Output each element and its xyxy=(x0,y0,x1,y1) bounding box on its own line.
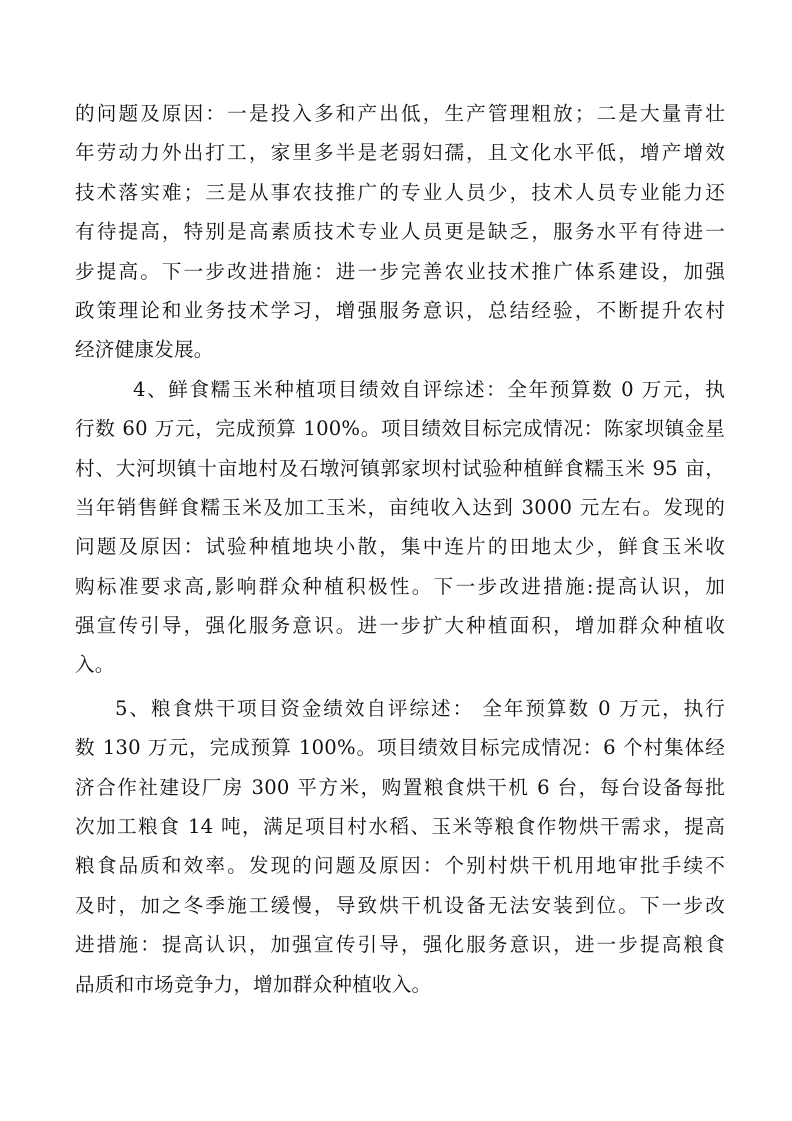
text-line: 技术落实难；三是从事农技推广的专业人员少，技术人员专业能力还 xyxy=(75,180,725,204)
text-line: 及时，加之冬季施工缓慢，导致烘干机设备无法安装到位。下一步改 xyxy=(75,893,725,917)
text-line: 当年销售鲜食糯玉米及加工玉米，亩纯收入达到 3000 元左右。发现的 xyxy=(75,495,725,519)
paragraph-item-5 xyxy=(75,689,725,1004)
text-line: 购标准要求高,影响群众种植积极性。下一步改进措施:提高认识，加 xyxy=(75,574,725,598)
text-line: 数 130 万元，完成预算 100%。项目绩效目标完成情况：6 个村集体经 xyxy=(75,736,725,760)
text-line: 入。 xyxy=(75,653,115,677)
text-line: 粮食品质和效率。发现的问题及原因：个别村烘干机用地审批手续不 xyxy=(75,854,725,878)
text-line: 有待提高，特别是高素质技术专业人员更是缺乏，服务水平有待进一 xyxy=(75,220,725,244)
text-line: 政策理论和业务技术学习，增强服务意识，总结经验，不断提升农村 xyxy=(75,298,725,322)
text-line: 4、鲜食糯玉米种植项目绩效自评综述：全年预算数 0 万元，执 xyxy=(133,377,725,401)
text-line: 5、粮食烘干项目资金绩效自评综述： 全年预算数 0 万元，执行 xyxy=(115,696,725,720)
text-line: 强宣传引导，强化服务意识。进一步扩大种植面积，增加群众种植收 xyxy=(75,614,725,638)
text-line: 经济健康发展。 xyxy=(75,338,214,362)
text-line: 次加工粮食 14 吨，满足项目村水稻、玉米等粮食作物烘干需求，提高 xyxy=(75,815,725,839)
text-line: 村、大河坝镇十亩地村及石墩河镇郭家坝村试验种植鲜食糯玉米 95 亩， xyxy=(75,456,725,480)
text-line: 行数 60 万元，完成预算 100%。项目绩效目标完成情况：陈家坝镇金星 xyxy=(75,417,725,441)
text-line: 济合作社建设厂房 300 平方米，购置粮食烘干机 6 台，每台设备每批 xyxy=(75,775,725,799)
text-line: 年劳动力外出打工，家里多半是老弱妇孺，且文化水平低，增产增效 xyxy=(75,141,725,165)
text-line: 步提高。下一步改进措施：进一步完善农业技术推广体系建设，加强 xyxy=(75,259,725,283)
text-line: 品质和市场竞争力，增加群众种植收入。 xyxy=(75,972,432,996)
paragraph-item-4 xyxy=(75,370,725,685)
paragraph-continuation xyxy=(75,94,725,370)
document-body xyxy=(75,94,725,1004)
text-line: 问题及原因：试验种植地块小散，集中连片的田地太少，鲜食玉米收 xyxy=(75,535,725,559)
text-line: 进措施：提高认识，加强宣传引导，强化服务意识，进一步提高粮食 xyxy=(75,933,725,957)
text-line: 的问题及原因：一是投入多和产出低，生产管理粗放；二是大量青壮 xyxy=(75,102,725,125)
